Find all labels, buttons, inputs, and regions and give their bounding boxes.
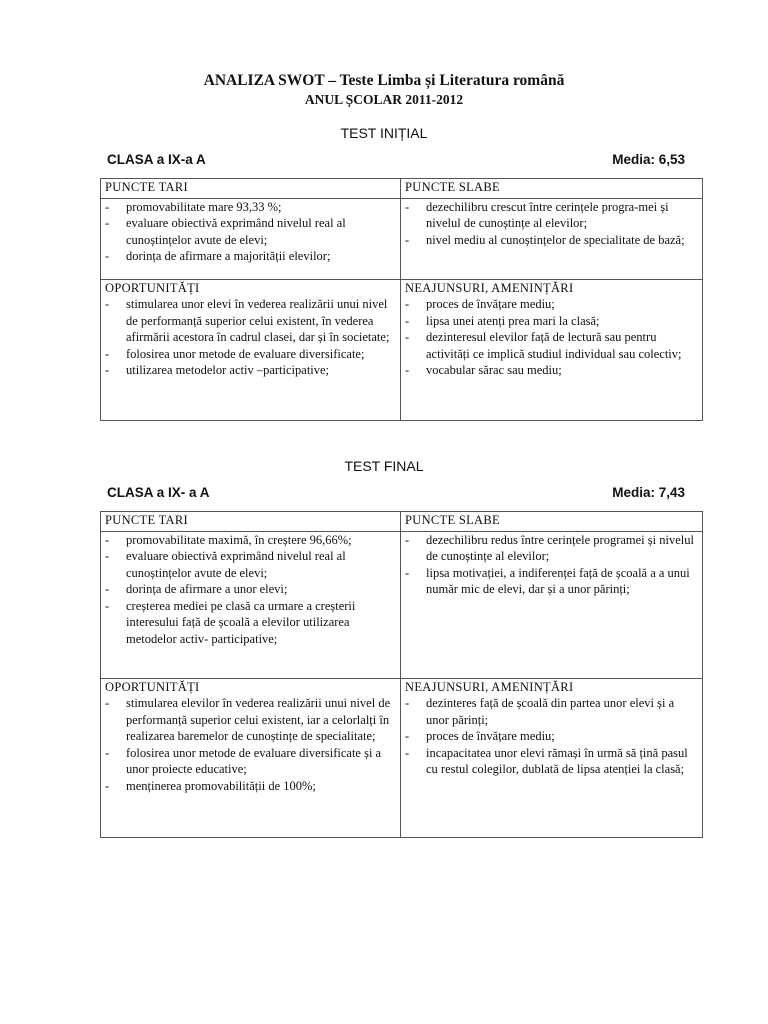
list-item: - dorința de afirmare a majorității elevilor; [105,248,396,265]
list-item: - dezechilibru redus între cerințele programei și nivelul de cunoștințe al elevilor; [405,532,698,565]
list-item: - promovabilitate maximă, în creștere 96,66%; [105,532,396,549]
opportunities-cell [101,678,401,837]
list-item: - lipsa motivației, a indiferenței față de școală a a unui număr mic de elevi, dar și a unor părinți; [405,565,698,598]
threats-cell [401,279,703,420]
opportunities-list [105,296,396,379]
list-item: - dorința de afirmare a unor elevi; [105,581,396,598]
list-item: - promovabilitate mare 93,33 %; [105,199,396,216]
opportunities-cell [101,279,401,420]
strengths-list [105,199,396,265]
list-item: - dezechilibru crescut între cerințele progra-mei și nivelul de cunoștințe al elevilor; [405,199,698,232]
section-title-initial: TEST INIȚIAL [340,125,428,141]
document-subtitle: ANUL ȘCOLAR 2011-2012 [304,92,464,107]
list-item: - evaluare obiectivă exprimând nivelul real al cunoștințelor avute de elevi; [105,548,396,581]
list-item: - evaluare obiectivă exprimând nivelul real al cunoștințelor avute de elevi; [105,215,396,248]
list-item: - dezinteresul elevilor față de lectură sau pentru activități ce implică studiul individual sau colectiv; [405,329,698,362]
class-label: CLASA a IX-a A [107,152,206,167]
list-item: - menținerea promovabilității de 100%; [105,778,396,795]
swot-table-initial [100,178,703,421]
strengths-cell [101,198,401,279]
class-line-initial [107,152,685,167]
threats-list [405,296,698,379]
opportunities-heading: OPORTUNITĂȚI [105,280,200,295]
threats-heading: NEAJUNSURI, AMENINȚĂRI [405,679,574,694]
list-item: - proces de învățare mediu; [405,728,698,745]
list-item: - vocabular sărac sau mediu; [405,362,698,379]
list-item: - creșterea mediei pe clasă ca urmare a creșterii interesului față de școală a elevilor utilizarea metodelor activ- participative; [105,598,396,648]
list-item: - stimularea elevilor în vederea realizării unui nivel de performanță superior celui existent, iar a celorlalți în realizarea baremelor de cunoștințe de specialitate; [105,695,396,745]
weaknesses-cell [401,198,703,279]
header-cell-weaknesses: PUNCTE SLABE [401,179,703,199]
class-line-final [107,485,685,500]
list-item: - folosirea unor metode de evaluare diversificate; [105,346,396,363]
opportunities-heading: OPORTUNITĂȚI [105,679,200,694]
media-value: Media: 6,53 [612,152,685,167]
strengths-list [105,532,396,648]
weaknesses-list [405,532,698,598]
swot-table-final [100,511,703,838]
list-item: - dezinteres față de școală din partea unor elevi și a unor părinți; [405,695,698,728]
list-item: - utilizarea metodelor activ –participative; [105,362,396,379]
opportunities-list [105,695,396,794]
weaknesses-cell [401,531,703,678]
list-item: - nivel mediu al cunoștințelor de specialitate de bază; [405,232,698,249]
media-value: Media: 7,43 [612,485,685,500]
list-item: - lipsa unei atenți prea mari la clasă; [405,313,698,330]
list-item: - stimularea unor elevi în vederea realizării unui nivel de performanță superior celui existent, în vederea afirmării acestora în cadrul clasei, dar și în societate; [105,296,396,346]
class-label: CLASA a IX- a A [107,485,210,500]
strengths-cell [101,531,401,678]
header-cell-strengths: PUNCTE TARI [101,512,401,532]
header-cell-weaknesses: PUNCTE SLABE [401,512,703,532]
list-item: - folosirea unor metode de evaluare diversificate și a unor proiecte educative; [105,745,396,778]
threats-list [405,695,698,778]
document-title: ANALIZA SWOT – Teste Limba și Literatura română [203,72,565,89]
list-item: - proces de învățare mediu; [405,296,698,313]
weaknesses-list [405,199,698,249]
header-cell-strengths: PUNCTE TARI [101,179,401,199]
threats-heading: NEAJUNSURI, AMENINȚĂRI [405,280,574,295]
section-title-final: TEST FINAL [344,458,424,474]
list-item: - incapacitatea unor elevi rămași în urmă să țină pasul cu restul colegilor, dublată de lipsa atenției la clasă; [405,745,698,778]
threats-cell [401,678,703,837]
